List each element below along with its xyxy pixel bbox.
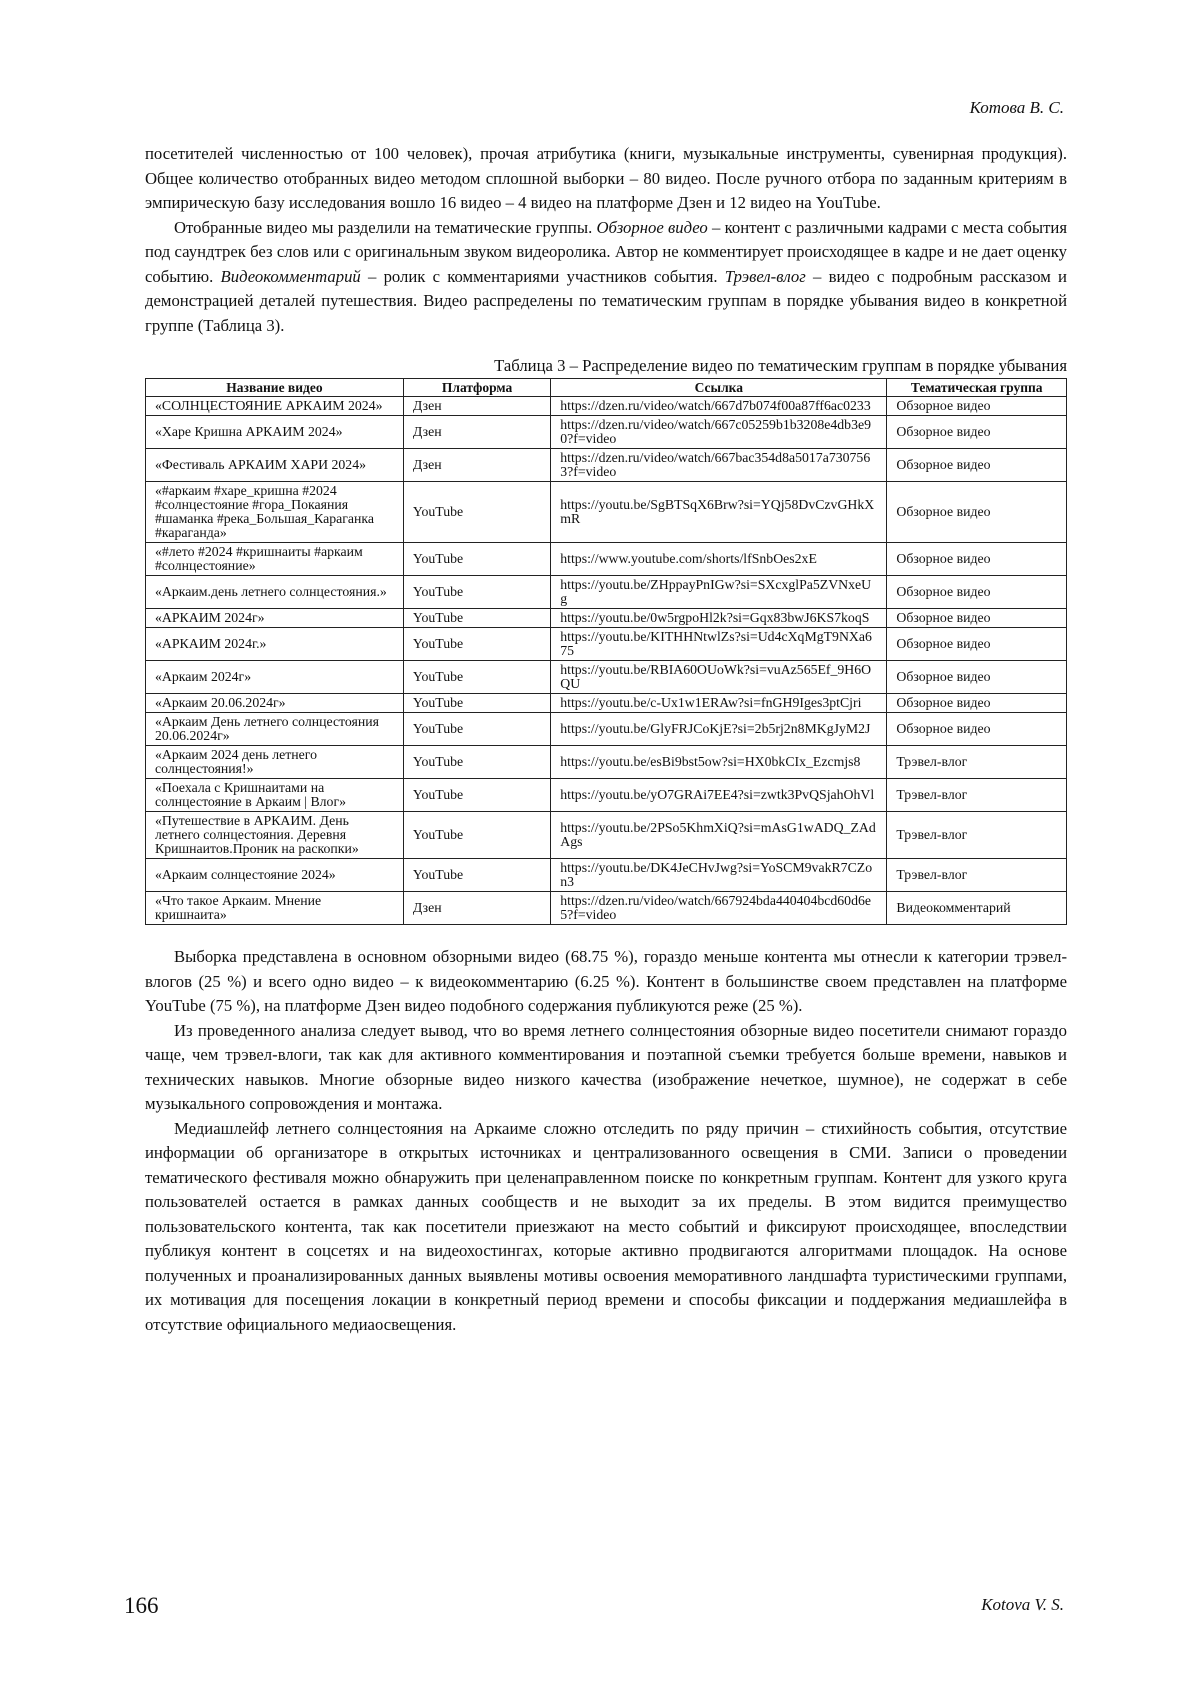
p2-text-c: – ролик с комментариями участников события. <box>360 266 725 286</box>
cell-theme-group: Видеокомментарий <box>887 892 1067 925</box>
cell-link: https://youtu.be/c-Ux1w1ERAw?si=fnGH9Iges3ptCjri <box>551 694 887 713</box>
cell-link: https://youtu.be/2PSo5KhmXiQ?si=mAsG1wADQ_ZAdAgs <box>551 812 887 859</box>
table-row <box>146 859 1067 892</box>
cell-link: https://youtu.be/0w5rgpoHl2k?si=Gqx83bwJ6KS7koqS <box>551 609 887 628</box>
p2-text-a: Отобранные видео мы разделили на тематические группы. <box>174 217 597 237</box>
cell-platform: YouTube <box>403 779 550 812</box>
cell-link: https://youtu.be/esBi9bst5ow?si=HX0bkCIx_Ezcmjs8 <box>551 746 887 779</box>
table-row <box>146 661 1067 694</box>
cell-link: https://youtu.be/RBIA60OUoWk?si=vuAz565Ef_9H6OQU <box>551 661 887 694</box>
header-video-name: Название видео <box>146 379 404 397</box>
paragraph-analysis: Из проведенного анализа следует вывод, что во время летнего солнцестояния обзорные видео посетители снимают гораздо чаще, чем трэвел-влоги, так как для активного комментирования и поэтапной съемки требуется больше времени, навыков и технических навыков. Многие обзорные видео низкого качества (изображение нечеткое, шумное), не содержат в себе музыкального сопровождения и монтажа. <box>145 1020 1067 1113</box>
cell-link: https://dzen.ru/video/watch/667d7b074f00a87ff6ac0233 <box>551 397 887 416</box>
cell-platform: YouTube <box>403 812 550 859</box>
cell-link: https://youtu.be/yO7GRAi7EE4?si=zwtk3PvQSjahOhVl <box>551 779 887 812</box>
cell-theme-group: Обзорное видео <box>887 661 1067 694</box>
page-content <box>145 142 1067 1337</box>
table-body <box>146 397 1067 925</box>
table-row <box>146 746 1067 779</box>
header-link: Ссылка <box>551 379 887 397</box>
table-row <box>146 482 1067 543</box>
table-row <box>146 892 1067 925</box>
cell-video-name: «Аркаим День летнего солнцестояния 20.06.2024г» <box>146 713 404 746</box>
cell-link: https://youtu.be/DK4JeCHvJwg?si=YoSCM9vakR7CZon3 <box>551 859 887 892</box>
cell-video-name: «Аркаим.день летнего солнцестояния.» <box>146 576 404 609</box>
cell-platform: Дзен <box>403 892 550 925</box>
paragraph-conclusion: Медиашлейф летнего солнцестояния на Аркаиме сложно отследить по ряду причин – стихийность события, отсутствие информации об организаторе в открытых источниках и централизованного освещения в СМИ. Записи о проведении тематического фестиваля можно обнаружить при целенаправленном поиске по конкретным группам. Контент для узкого круга пользователей остается в рамках данных сообществ и не выходит за их пределы. В этом видится преимущество пользовательского контента, так как посетители приезжают на место событий и фиксируют происходящее, впоследствии публикуя контент в соцсетях и на видеохостингах, которые активно продвигаются алгоритмами площадок. На основе полученных и проанализированных данных выявлены мотивы освоения меморативного ландшафта туристическими группами, их мотивация для посещения локации в конкретный период времени и способы фиксации и поддержания медиашлейфа в отсутствие официального медиаосвещения. <box>145 1118 1067 1334</box>
term-overview-video: Обзорное видео <box>596 217 708 237</box>
paragraph-results: Выборка представлена в основном обзорными видео (68.75 %), гораздо меньше контента мы отнесли к категории трэвел-влогов (25 %) и всего одно видео – к видеокомментарию (6.25 %). Контент в большинстве своем представлен на платформе YouTube (75 %), на платформе Дзен видео подобного содержания публикуются реже (25 %). <box>145 947 1067 1015</box>
cell-theme-group: Трэвел-влог <box>887 779 1067 812</box>
cell-theme-group: Обзорное видео <box>887 609 1067 628</box>
table-row <box>146 812 1067 859</box>
cell-theme-group: Обзорное видео <box>887 713 1067 746</box>
p2-text-b: – контент с различными кадрами с места события под саундтрек без слов или с оригинальным звуком видеоролика. Автор не комментирует происходящее в кадре и не дает оценку событию. <box>145 217 1067 286</box>
cell-platform: YouTube <box>403 609 550 628</box>
cell-platform: Дзен <box>403 397 550 416</box>
cell-platform: YouTube <box>403 713 550 746</box>
cell-video-name: «Аркаим 2024г» <box>146 661 404 694</box>
header-theme-group: Тематическая группа <box>887 379 1067 397</box>
table-row <box>146 397 1067 416</box>
cell-video-name: «Харе Кришна АРКАИМ 2024» <box>146 416 404 449</box>
cell-theme-group: Обзорное видео <box>887 449 1067 482</box>
table-row <box>146 449 1067 482</box>
cell-link: https://youtu.be/ZHppayPnIGw?si=SXcxglPa5ZVNxeUg <box>551 576 887 609</box>
cell-theme-group: Обзорное видео <box>887 416 1067 449</box>
table-row <box>146 779 1067 812</box>
cell-video-name: «СОЛНЦЕСТОЯНИЕ АРКАИМ 2024» <box>146 397 404 416</box>
header-platform: Платформа <box>403 379 550 397</box>
table-row <box>146 576 1067 609</box>
paragraph-intro-2 <box>145 216 1067 339</box>
table-row <box>146 694 1067 713</box>
page-number: 166 <box>124 1593 159 1618</box>
table-header-row <box>146 379 1067 397</box>
cell-platform: YouTube <box>403 694 550 713</box>
cell-theme-group: Обзорное видео <box>887 576 1067 609</box>
cell-platform: YouTube <box>403 859 550 892</box>
cell-platform: YouTube <box>403 543 550 576</box>
term-travel-vlog: Трэвел-влог <box>724 266 806 286</box>
cell-theme-group: Обзорное видео <box>887 628 1067 661</box>
cell-theme-group: Трэвел-влог <box>887 812 1067 859</box>
cell-video-name: «#аркаим #харе_кришна #2024 #солнцестояние #гора_Покаяния #шаманка #река_Большая_Караганка #караганда» <box>146 482 404 543</box>
cell-video-name: «Фестиваль АРКАИМ ХАРИ 2024» <box>146 449 404 482</box>
cell-theme-group: Обзорное видео <box>887 482 1067 543</box>
cell-video-name: «Аркаим солнцестояние 2024» <box>146 859 404 892</box>
table-row <box>146 713 1067 746</box>
cell-link: https://youtu.be/GlyFRJCoKjE?si=2b5rj2n8MKgJyM2J <box>551 713 887 746</box>
cell-theme-group: Обзорное видео <box>887 543 1067 576</box>
cell-link: https://youtu.be/SgBTSqX6Brw?si=YQj58DvCzvGHkXmR <box>551 482 887 543</box>
cell-theme-group: Трэвел-влог <box>887 746 1067 779</box>
cell-platform: YouTube <box>403 661 550 694</box>
cell-video-name: «АРКАИМ 2024г.» <box>146 628 404 661</box>
cell-video-name: «Поехала с Кришнаитами на солнцестояние в Аркаим | Влог» <box>146 779 404 812</box>
term-video-commentary: Видеокомментарий <box>220 266 361 286</box>
cell-platform: YouTube <box>403 576 550 609</box>
cell-theme-group: Трэвел-влог <box>887 859 1067 892</box>
cell-theme-group: Обзорное видео <box>887 397 1067 416</box>
cell-link: https://dzen.ru/video/watch/667bac354d8a5017a7307563?f=video <box>551 449 887 482</box>
cell-platform: YouTube <box>403 628 550 661</box>
cell-platform: YouTube <box>403 746 550 779</box>
cell-platform: YouTube <box>403 482 550 543</box>
cell-link: https://youtu.be/KITHHNtwlZs?si=Ud4cXqMgT9NXa675 <box>551 628 887 661</box>
cell-link: https://dzen.ru/video/watch/667c05259b1b3208e4db3e90?f=video <box>551 416 887 449</box>
p2-text-d: – видео с подробным рассказом и демонстрацией деталей путешествия. Видео распределены по тематическим группам в порядке убывания видео в конкретной группе (Таблица 3). <box>145 266 1067 335</box>
table-caption: Таблица 3 – Распределение видео по тематическим группам в порядке убывания <box>494 356 1067 375</box>
cell-link: https://www.youtube.com/shorts/lfSnbOes2xE <box>551 543 887 576</box>
video-distribution-table <box>145 378 1067 925</box>
table-row <box>146 609 1067 628</box>
running-header-author: Котова В. С. <box>969 98 1064 117</box>
cell-platform: Дзен <box>403 449 550 482</box>
cell-video-name: «Аркаим 2024 день летнего солнцестояния!» <box>146 746 404 779</box>
cell-video-name: «Аркаим 20.06.2024г» <box>146 694 404 713</box>
table-row <box>146 416 1067 449</box>
cell-video-name: «Путешествие в АРКАИМ. День летнего солнцестояния. Деревня Кришнаитов.Проник на раскопки» <box>146 812 404 859</box>
cell-theme-group: Обзорное видео <box>887 694 1067 713</box>
cell-video-name: «Что такое Аркаим. Мнение кришнаита» <box>146 892 404 925</box>
table-row <box>146 628 1067 661</box>
running-footer-author: Kotova V. S. <box>981 1595 1064 1614</box>
table-row <box>146 543 1067 576</box>
paragraph-intro-1: посетителей численностью от 100 человек), прочая атрибутика (книги, музыкальные инструменты, сувенирная продукция). Общее количество отобранных видео методом сплошной выборки – 80 видео. После ручного отбора по заданным критериям в эмпирическую базу исследования вошло 16 видео – 4 видео на платформе Дзен и 12 видео на YouTube. <box>145 144 1067 212</box>
cell-platform: Дзен <box>403 416 550 449</box>
cell-video-name: «АРКАИМ 2024г» <box>146 609 404 628</box>
cell-video-name: «#лето #2024 #кришнаиты #аркаим #солнцестояние» <box>146 543 404 576</box>
cell-link: https://dzen.ru/video/watch/667924bda440404bcd60d6e5?f=video <box>551 892 887 925</box>
